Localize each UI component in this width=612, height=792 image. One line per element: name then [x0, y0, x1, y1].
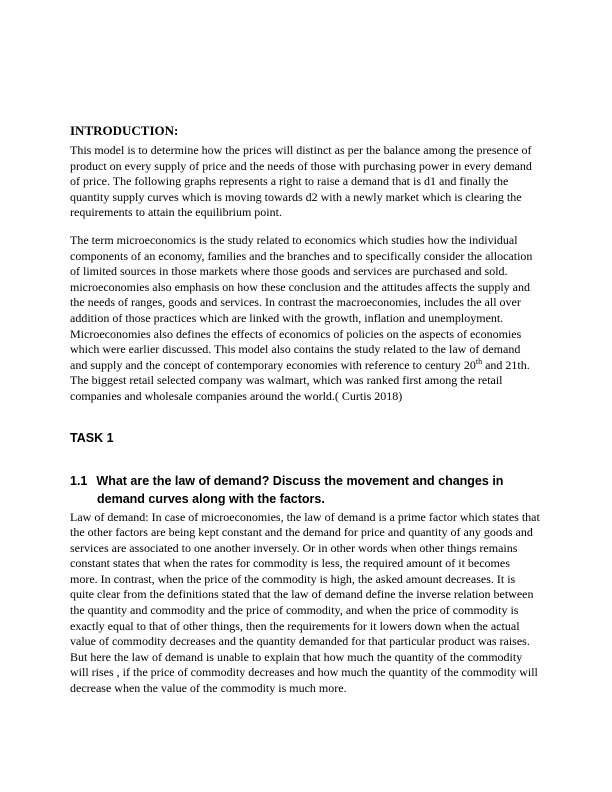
law-of-demand-paragraph: Law of demand: In case of microeconomies, the law of demand is a prime factor which states that the other factors are being kept constant and the demand for price and quantity of any goods and services are associated to one another inversely. Or in other words when other things remains constant states that when the rates for commodity is less, the required amount of it becomes more. In contrast, when the price of the commodity is high, the asked amount decreases. It is quite clear from the definitions stated that the law of demand define the inverse relation between the quantity and commodity and the price of commodity, and when the price of commodity is exactly equal to that of other things, then the requirements for it lowers down when the actual value of commodity decreases and the quantity demanded for that particular product was raises. But here the law of demand is unable to explain that how much the quantity of the commodity will rises , if the price of commodity decreases and how much the quantity of the commodity will decrease when the value of the commodity is much more. [70, 509, 540, 696]
task-1-heading: TASK 1 [70, 430, 114, 445]
ordinal-superscript: th [475, 356, 483, 366]
intro-paragraph-1: This model is to determine how the prices will distinct as per the balance among the presence of product on every supply of price and the needs of those with purchasing power in every demand of price. The following graphs represents a right to raise a demand that is d1 and finally the quantity supply curves which is moving towards d2 with a newly market which is clearing the requirements to attain the equilibrium point. [70, 143, 532, 220]
question-1-1-heading [70, 472, 540, 508]
intro-paragraph-2 [70, 233, 540, 405]
question-title: What are the law of demand? Discuss the movement and changes in demand curves along with the factors. [96, 473, 504, 506]
intro-paragraph-2-text: The term microeconomics is the study related to economics which studies how the individual components of an economy, families and the branches and to specifically consider the allocation of limited sources in those markets where those goods and services are purchased and sold. microeconomies also emphasis on how these conclusion and the attitudes affects the supply and the needs of ranges, goods and services. In contrast the macroeconomies, includes the all over addition of those practices which are linked with the growth, inflation and unemployment. Microeconomies also defines the effects of economics of policies on the aspects of economies which were earlier discussed. This model also contains the study related to the law of demand and supply and the concept of contemporary economies with reference to century 20 [70, 232, 533, 372]
introduction-heading: INTRODUCTION: [70, 123, 179, 138]
intro-paragraph-2-continued: and 21th. The biggest retail selected company was walmart, which was ranked first among the retail companies and wholesale companies around the world.( Curtis 2018) [70, 357, 530, 403]
question-number: 1.1 [70, 473, 88, 488]
